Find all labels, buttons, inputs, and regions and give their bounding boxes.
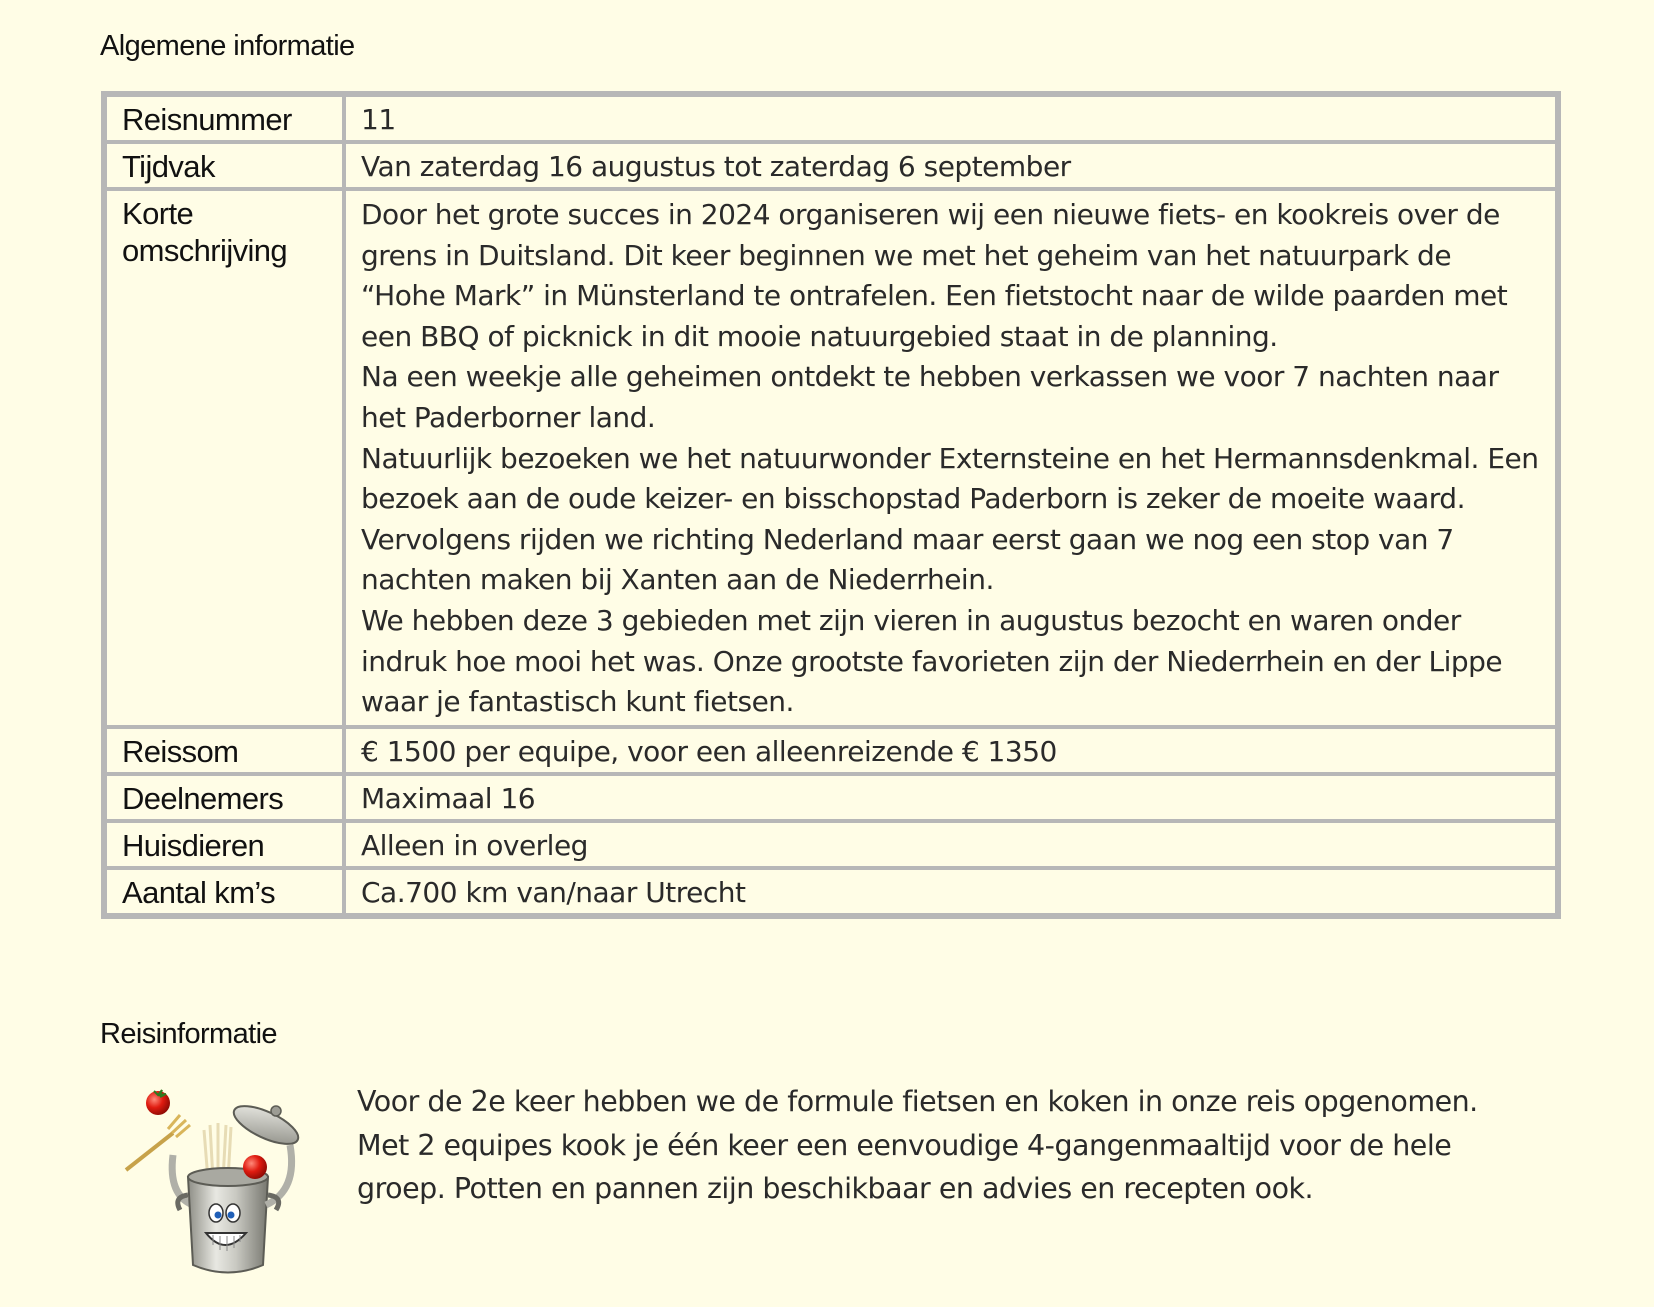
- row-value-korte-omschrijving: Door het grote succes in 2024 organiseren wij een nieuwe fiets- en kookreis over de grens in Duitsland. Dit keer beginnen we met het geheim van het natuurpark de “Hohe Mark” in Münsterland te ontrafelen. Een fietstocht naar de wilde paarden met een BBQ of picknick in dit mooie natuurgebied staat in de planning. Na een weekje alle geheimen ontdekt te hebben verkassen we voor 7 nachten naar het Paderborner land. Natuurlijk bezoeken we het natuurwonder Externsteine en het Hermannsdenkmal. Een bezoek aan de oude keizer- en bisschopstad Paderborn is zeker de moeite waard. Vervolgens rijden we richting Nederland maar eerst gaan we nog een stop van 7 nachten maken bij Xanten aan de Niederrhein. We hebben deze 3 gebieden met zijn vieren in augustus bezocht en waren onder indruk hoe mooi het was. Onze grootste favorieten zijn der Niederrhein en der Lippe waar je fantastisch kunt fietsen.: [344, 189, 1557, 727]
- row-label-aantal-kms: Aantal km’s: [105, 868, 344, 915]
- travel-info-line: groep. Potten en pannen zijn beschikbaar en advies en recepten ook.: [357, 1172, 1314, 1205]
- table-row: [105, 868, 1557, 915]
- row-value-aantal-kms: Ca.700 km van/naar Utrecht: [344, 868, 1557, 915]
- row-label-korte-omschrijving: Korte omschrijving: [105, 189, 344, 727]
- table-row: [105, 774, 1557, 821]
- table-row: [105, 95, 1557, 142]
- table-row: [105, 821, 1557, 868]
- row-value-huisdieren: Alleen in overleg: [344, 821, 1557, 868]
- table-row: [105, 142, 1557, 189]
- row-value-reissom: € 1500 per equipe, voor een alleenreizende € 1350: [344, 727, 1557, 774]
- row-value-deelnemers: Maximaal 16: [344, 774, 1557, 821]
- table-row: [105, 189, 1557, 727]
- travel-info-text: [357, 1080, 1557, 1211]
- row-label-reissom: Reissom: [105, 727, 344, 774]
- cooking-pot-mascot-icon: [118, 1085, 333, 1285]
- row-label-deelnemers: Deelnemers: [105, 774, 344, 821]
- travel-info-line: Met 2 equipes kook je één keer een eenvoudige 4-gangenmaaltijd voor de hele: [357, 1128, 1452, 1162]
- section-title-general: Algemene informatie: [100, 30, 355, 62]
- section-title-travel: Reisinformatie: [100, 1018, 277, 1050]
- travel-info-line: Voor de 2e keer hebben we de formule fietsen en koken in onze reis opgenomen.: [357, 1085, 1478, 1118]
- row-value-reisnummer: 11: [344, 95, 1557, 142]
- row-value-tijdvak: Van zaterdag 16 augustus tot zaterdag 6 september: [344, 142, 1557, 189]
- general-info-table: [101, 91, 1561, 919]
- table-row: [105, 727, 1557, 774]
- row-label-reisnummer: Reisnummer: [105, 95, 344, 142]
- row-label-huisdieren: Huisdieren: [105, 821, 344, 868]
- row-label-tijdvak: Tijdvak: [105, 142, 344, 189]
